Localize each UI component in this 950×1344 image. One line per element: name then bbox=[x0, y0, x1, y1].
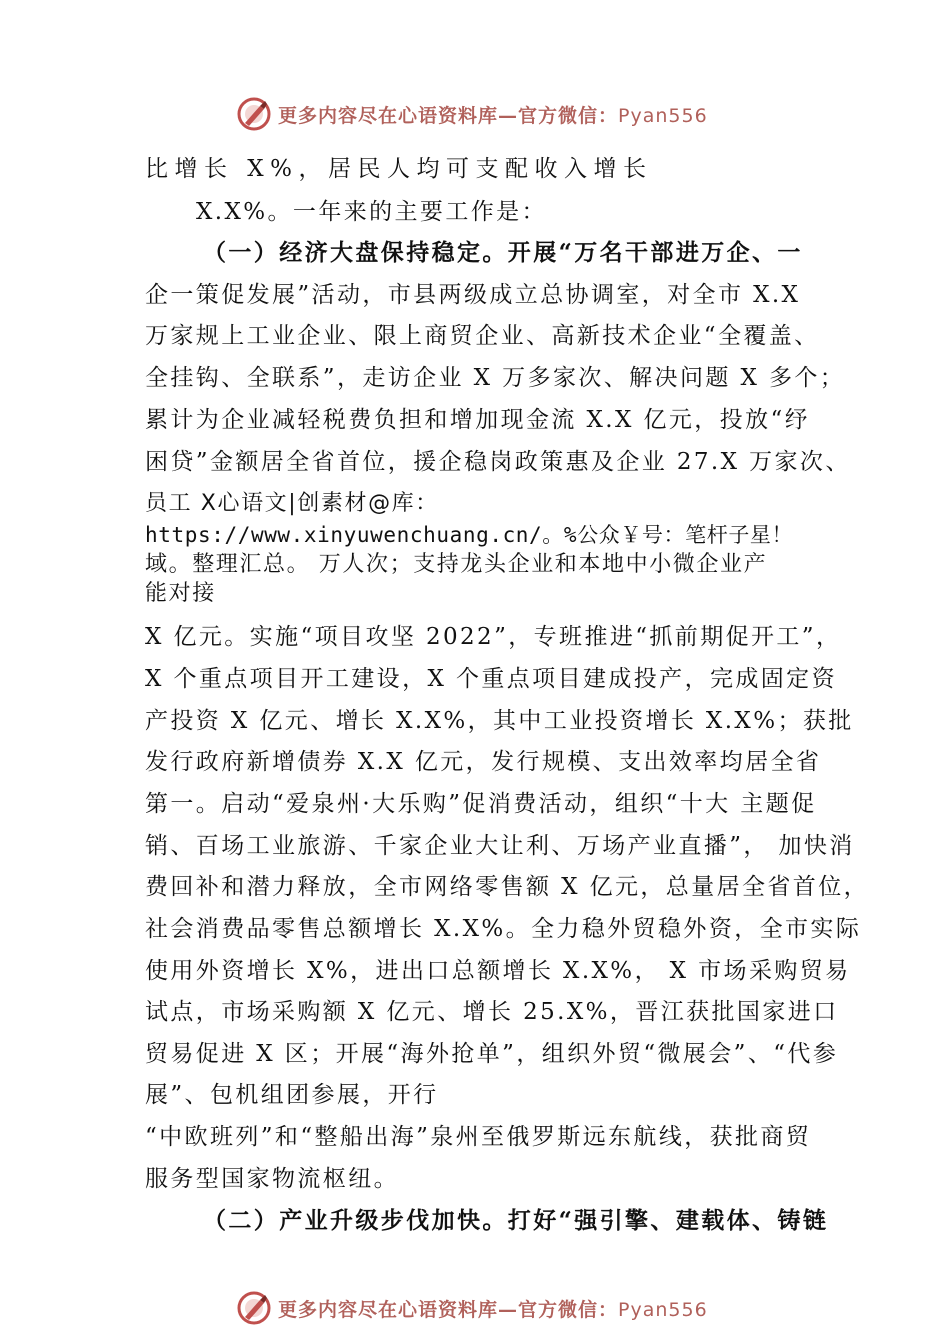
text-line: 员工 X心语文|创素材@库： bbox=[145, 491, 439, 516]
footer-banner-label: 更多内容尽在心语资料库—官方微信： bbox=[278, 1298, 619, 1321]
header-banner-handle: Pyan556 bbox=[618, 104, 708, 127]
text-line: 发行政府新增债券 X.X 亿元，发行规模、支出效率均居全省 bbox=[145, 749, 822, 775]
text-line: 万家规上工业企业、限上商贸企业、高新技术企业“全覆盖、 bbox=[145, 323, 820, 349]
text-line: 全挂钩、全联系”，走访企业 X 万多家次、解决问题 X 多个； bbox=[145, 365, 846, 391]
text-line: X 亿元。实施“项目攻坚 2022”，专班推进“抓前期促开工”， bbox=[145, 624, 842, 650]
text-line: 产投资 X 亿元、增长 X.X%，其中工业投资增长 X.X%；获批 bbox=[145, 708, 854, 734]
footer-banner-text bbox=[278, 1295, 708, 1322]
text-line: 域。整理汇总。 万人次；支持龙头企业和本地中小微企业产 bbox=[145, 552, 768, 577]
text-line: “中欧班列”和“整船出海”泉州至俄罗斯远东航线，获批商贸 bbox=[145, 1124, 812, 1150]
text-line: 社会消费品零售总额增长 X.X%。全力稳外贸稳外资，全市实际 bbox=[145, 916, 862, 942]
footer-banner bbox=[236, 1288, 756, 1328]
text-line: 困贷”金额居全省首位，援企稳岗政策惠及企业 27.X 万家次、 bbox=[145, 449, 851, 475]
text-line: X 个重点项目开工建设，X 个重点项目建成投产，完成固定资 bbox=[145, 666, 837, 692]
text-line: 累计为企业减轻税费负担和增加现金流 X.X 亿元，投放“纾 bbox=[145, 407, 811, 433]
text-line: https://www.xinyuwenchuang.cn/。%公众￥号：笔杆子星！ bbox=[145, 523, 794, 547]
text-line: 试点，市场采购额 X 亿元、增长 25.X%，晋江获批国家进口 bbox=[145, 999, 839, 1025]
text-line: 能对接 bbox=[145, 581, 216, 606]
text-line: 销、百场工业旅游、千家企业大让利、万场产业直播”， 加快消 bbox=[145, 833, 855, 859]
text-line: 使用外资增长 X%，进出口总额增长 X.X%， X 市场采购贸易 bbox=[145, 958, 851, 984]
section-heading-line: （二）产业升级步伐加快。打好“强引擎、建载体、铸链 bbox=[203, 1207, 829, 1234]
footer-banner-handle: Pyan556 bbox=[618, 1298, 708, 1321]
text-line: 第一。启动“爱泉州·大乐购”促消费活动，组织“十大 主题促 bbox=[145, 791, 817, 817]
text-line: X.X%。一年来的主要工作是： bbox=[196, 199, 547, 225]
text-line: 比增长 X%，居民人均可支配收入增长 bbox=[145, 156, 653, 182]
pen-nib-seal-icon bbox=[236, 1290, 272, 1326]
text-line: 服务型国家物流枢纽。 bbox=[145, 1166, 399, 1192]
section-heading-line: （一）经济大盘保持稳定。开展“万名干部进万企、一 bbox=[203, 239, 803, 266]
text-line: 贸易促进 X 区；开展“海外抢单”，组织外贸“微展会”、“代参 bbox=[145, 1041, 839, 1067]
text-line: 费回补和潜力释放，全市网络零售额 X 亿元，总量居全省首位， bbox=[145, 874, 869, 900]
text-line: 展”、包机组团参展，开行 bbox=[145, 1082, 439, 1108]
header-banner-label: 更多内容尽在心语资料库—官方微信： bbox=[278, 104, 619, 127]
text-line: 企一策促发展”活动，市县两级成立总协调室，对全市 X.X bbox=[145, 282, 801, 308]
